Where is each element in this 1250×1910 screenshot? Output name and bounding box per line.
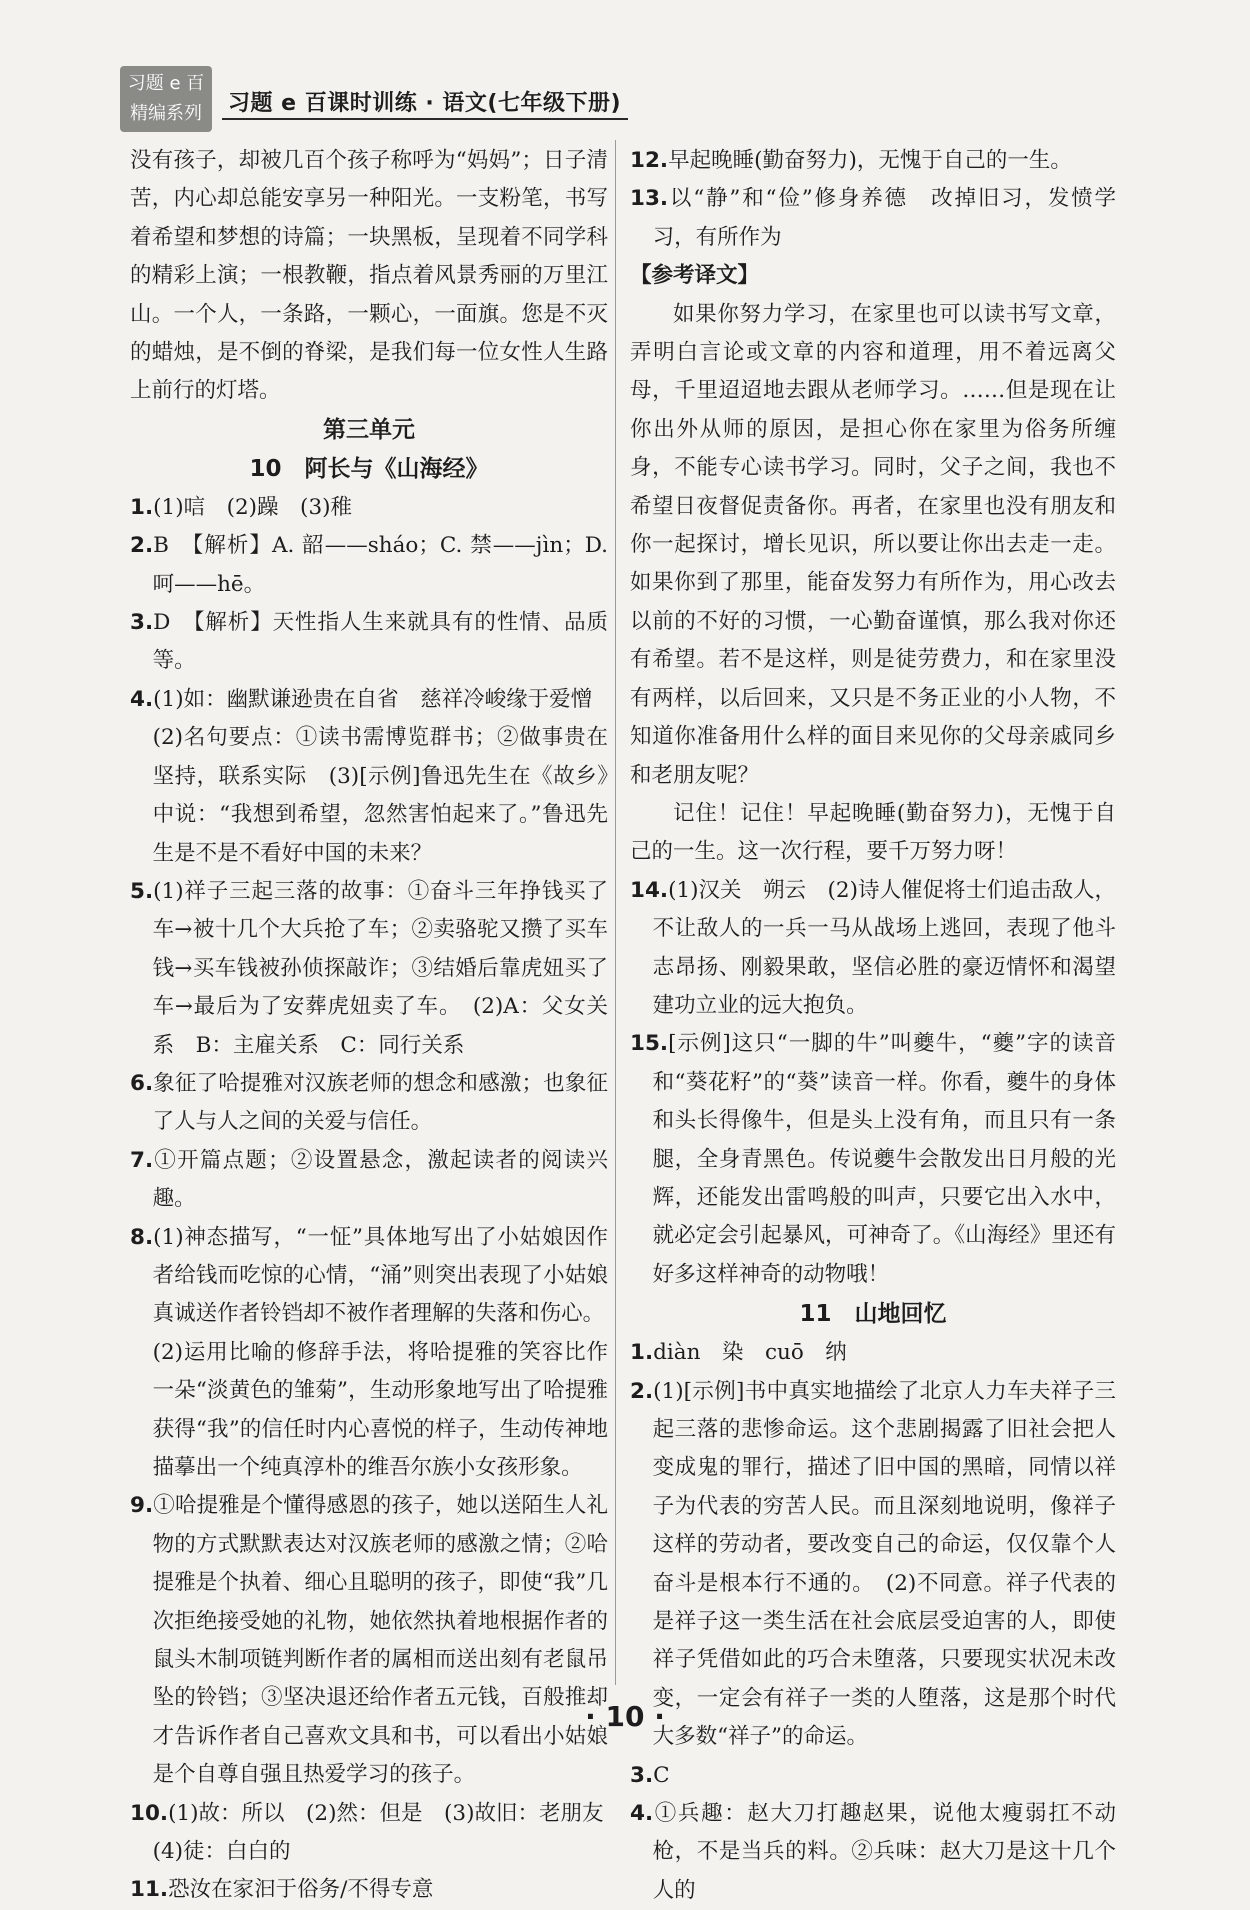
header-rule	[222, 118, 628, 120]
item-number: 3.	[630, 1762, 654, 1788]
answer-item	[630, 872, 1116, 1026]
item-text: ①兵趣：赵大刀打趣赵果，说他太瘦弱扛不动枪，不是当兵的料。②兵味：赵大刀是这十几个人的	[652, 1801, 1116, 1903]
item-number: 1.	[630, 1340, 654, 1366]
column-divider	[615, 140, 616, 1685]
series-logo	[120, 66, 212, 132]
answer-item	[630, 180, 1116, 257]
item-text: 象征了哈提雅对汉族老师的想念和感激；也象征了人与人之间的关爱与信任。	[152, 1070, 608, 1135]
answer-item	[130, 604, 608, 681]
item-number: 13.	[630, 186, 669, 212]
answer-item	[130, 1871, 608, 1909]
item-number: 14.	[630, 877, 669, 903]
item-text: ①开篇点题；②设置悬念，激起读者的阅读兴趣。	[152, 1147, 608, 1212]
answer-item	[630, 1334, 1116, 1372]
item-number: 4.	[130, 686, 154, 712]
answer-item	[130, 1487, 608, 1794]
answer-item	[630, 142, 1116, 180]
item-text: (1)[示例]书中真实地描绘了北京人力车夫祥子三起三落的悲惨命运。这个悲剧揭露了旧社会把人变成鬼的罪行，描述了旧中国的黑暗，同情以祥子为代表的穷苦人民。而且深刻地说明，像祥子这样的劳动者，要改变自己的命运，仅仅靠个人奋斗是根本行不通的。 (2)不同意。祥子代表的是祥子这一类生活在社会底层受迫害的人，即使祥子凭借如此的巧合未堕落，只要现实状况未改变，一定会有祥子一类的人堕落，这是那个时代大多数“祥子”的命运。	[652, 1378, 1116, 1750]
item-text: C	[653, 1762, 670, 1788]
reference-translation-paragraph: 记住！记住！早起晚睡(勤奋努力)，无愧于自己的一生。这一次行程，要千万努力呀！	[630, 800, 1116, 865]
item-number: 5.	[130, 878, 154, 904]
reference-translation-title: 【参考译文】	[630, 263, 760, 289]
intro-paragraph: 没有孩子，却被几百个孩子称呼为“妈妈”；日子清苦，内心却总能安享另一种阳光。一支粉笔，书写着希望和梦想的诗篇；一块黑板，呈现着不同学科的精彩上演；一根教鞭，指点着风景秀丽的万里江山。一个人，一条路，一颗心，一面旗。您是不灭的蜡烛，是不倒的脊梁，是我们每一位女性人生路上前行的灯塔。	[130, 148, 608, 404]
item-text: D 【解析】天性指人生来就具有的性情、品质等。	[152, 610, 608, 674]
book-title: 习题 e 百课时训练 · 语文(七年级下册)	[228, 91, 622, 116]
item-number: 4.	[630, 1801, 654, 1827]
lesson-title: 10 阿长与《山海经》	[249, 455, 489, 482]
item-text: (1)神态描写，“一怔”具体地写出了小姑娘因作者给钱而吃惊的心情，“涌”则突出表现了小姑娘真诚送作者铃铛却不被作者理解的失落和伤心。	[152, 1224, 608, 1327]
item-sub-text: (2)运用比喻的修辞手法，将哈提雅的笑容比作一朵“淡黄色的雏菊”，生动形象地写出了哈提雅获得“我”的信任时内心喜悦的样子，生动传神地描摹出一个纯真淳朴的维吾尔族小女孩形象。	[152, 1339, 608, 1480]
right-column	[630, 142, 1116, 1910]
item-text: ①哈提雅是个懂得感恩的孩子，她以送陌生人礼物的方式默默表达对汉族老师的感激之情；②哈提雅是个执着、细心且聪明的孩子，即使“我”几次拒绝接受她的礼物，她依然执着地根据作者的鼠头木制项链判断作者的属相而送出刻有老鼠吊坠的铃铛；③坚决退还给作者五元钱，百般推却才告诉作者自己喜欢文具和书，可以看出小姑娘是个自尊自强且热爱学习的孩子。	[152, 1493, 608, 1788]
item-number: 10.	[130, 1800, 169, 1826]
answer-item	[130, 1065, 608, 1142]
item-number: 2.	[630, 1378, 654, 1404]
page-number: · 10 ·	[585, 1700, 665, 1733]
item-text: [示例]这只“一脚的牛”叫夔牛，“夔”字的读音和“葵花籽”的“葵”读音一样。你看，夔牛的身体和头长得像牛，但是头上没有角，而且只有一条腿，全身青黑色。传说夔牛会散发出日月般的光辉，还能发出雷鸣般的叫声，只要它出入水中，就必定会引起暴风，可神奇了。《山海经》里还有好多这样神奇的动物哦！	[652, 1031, 1116, 1287]
item-number: 6.	[130, 1070, 154, 1096]
item-sub-text: (4)徒：白白的	[152, 1839, 291, 1865]
item-number: 3.	[130, 610, 154, 636]
answer-item	[130, 873, 608, 1065]
item-number: 7.	[130, 1147, 154, 1173]
answer-item	[130, 1795, 608, 1833]
answer-item	[630, 1795, 1116, 1910]
item-number: 2.	[130, 533, 154, 559]
item-number: 9.	[130, 1493, 154, 1519]
unit-title: 第三单元	[323, 416, 415, 443]
item-text: 以“静”和“俭”修身养德 改掉旧习，发愤学习，有所作为	[652, 186, 1116, 250]
lesson-title: 11 山地回忆	[799, 1301, 947, 1328]
answer-item	[130, 1219, 608, 1334]
item-number: 15.	[630, 1031, 669, 1057]
answer-item	[130, 1142, 608, 1219]
item-text: (1)汉关 朔云 (2)诗人催促将士们追击敌人，不让敌人的一兵一马从战场上逃回，表现了他斗志昂扬、刚毅果敢，坚信必胜的豪迈情怀和渴望建功立业的远大抱负。	[652, 877, 1117, 1018]
item-sub-text: (2)名句要点：①读书需博览群书；②做事贵在坚持，联系实际 (3)[示例]鲁迅先生在《故乡》中说：“我想到希望，忽然害怕起来了。”鲁迅先生是不是不看好中国的未来？	[152, 725, 608, 866]
answer-item	[130, 527, 608, 604]
reference-translation-paragraph: 如果你努力学习，在家里也可以读书写文章，弄明白言论或文章的内容和道理，用不着远离父母，千里迢迢地去跟从老师学习。……但是现在让你出外从师的原因，是担心你在家里为俗务所缠身，不能专心读书学习。同时，父子之间，我也不希望日夜督促责备你。再者，在家里也没有朋友和你一起探讨，增长见识，所以要让你出去走一走。如果你到了那里，能奋发努力有所作为，用心改去以前的不好的习惯，一心勤奋谨慎，那么我对你还有希望。若不是这样，则是徒劳费力，和在家里没有两样，以后回来，又只是不务正业的小人物，不知道你准备用什么样的面目来见你的父母亲戚同乡和老朋友呢？	[630, 301, 1116, 788]
item-text: B 【解析】A. 韶——sháo；C. 禁——jìn；D. 呵——hē。	[152, 533, 608, 597]
item-text: (1)祥子三起三落的故事：①奋斗三年挣钱买了车→被十几个大兵抢了车；②卖骆驼又攒了买车钱→买车钱被孙侦探敲诈；③结婚后靠虎妞买了车→最后为了安葬虎妞卖了车。 (2)A：父女关系 B：主雇关系 C：同行关系	[152, 878, 608, 1058]
item-text: diàn 染 cuō 纳	[653, 1340, 847, 1366]
series-logo-line1: 习题 e 百	[127, 73, 205, 94]
answer-item	[630, 1025, 1116, 1294]
series-logo-line2: 精编系列	[130, 103, 202, 124]
answer-item	[630, 1757, 1116, 1795]
left-column	[130, 142, 608, 1910]
answer-item	[130, 681, 608, 719]
item-number: 12.	[630, 148, 669, 173]
item-text: 恐汝在家汩于俗务/不得专意	[168, 1877, 434, 1903]
item-text: (1)故：所以 (2)然：但是 (3)故旧：老朋友	[168, 1800, 604, 1826]
item-number: 11.	[130, 1877, 169, 1903]
item-number: 1.	[130, 494, 154, 520]
answer-item	[130, 489, 608, 527]
item-text: (1)如：幽默谦逊贵在自省 慈祥冷峻缘于爱憎	[153, 686, 593, 712]
item-text: (1)唁 (2)躁 (3)稚	[153, 494, 353, 520]
item-text: 早起晚睡(勤奋努力)，无愧于自己的一生。	[668, 148, 1072, 173]
item-number: 8.	[130, 1224, 154, 1250]
